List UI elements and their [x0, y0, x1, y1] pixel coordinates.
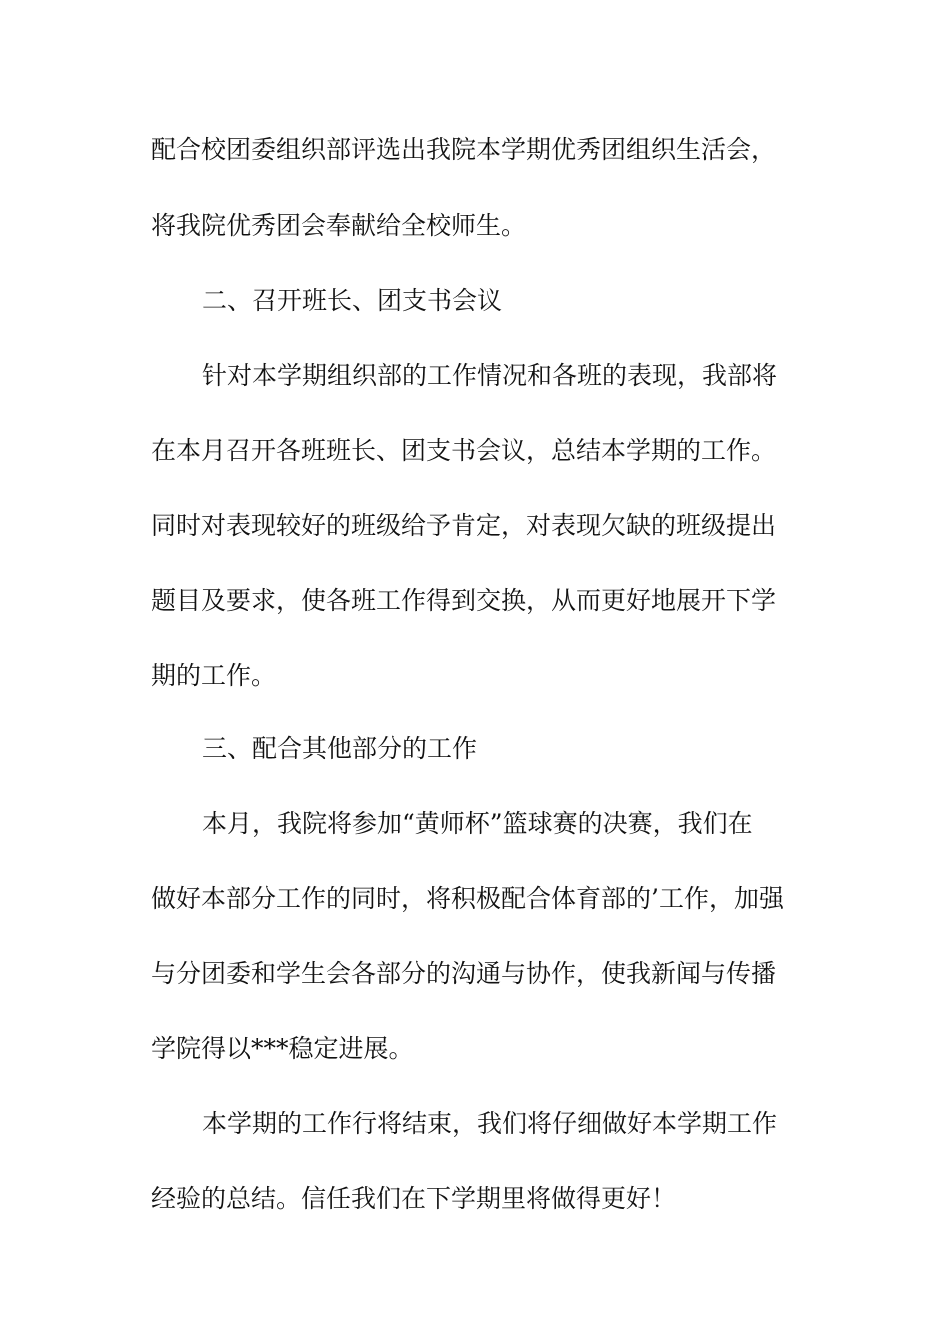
- paragraph-line: 题目及要求，使各班工作得到交换，从而更好地展开下学: [151, 586, 777, 615]
- paragraph-line: 学院得以***稳定进展。: [151, 1034, 414, 1063]
- paragraph-line: 在本月召开各班班长、团支书会议，总结本学期的工作。: [151, 436, 777, 465]
- paragraph-line: 经验的总结。信任我们在下学期里将做得更好！: [151, 1184, 677, 1213]
- paragraph-line: 期的工作。: [151, 661, 277, 690]
- paragraph-line: 针对本学期组织部的工作情况和各班的表现，我部将: [202, 361, 778, 390]
- paragraph-line: 本学期的工作行将结束，我们将仔细做好本学期工作: [202, 1109, 778, 1138]
- section-heading: 二、召开班长、团支书会议: [202, 286, 503, 315]
- paragraph-line: 与分团委和学生会各部分的沟通与协作，使我新闻与传播: [151, 959, 777, 988]
- paragraph-line: 本月，我院将参加“黄师杯”篮球赛的决赛，我们在: [202, 809, 753, 838]
- paragraph-line: 做好本部分工作的同时，将积极配合体育部的’工作，加强: [151, 884, 784, 913]
- paragraph-line: 将我院优秀团会奉献给全校师生。: [151, 211, 527, 240]
- paragraph-line: 配合校团委组织部评选出我院本学期优秀团组织生活会，: [151, 135, 777, 164]
- section-heading: 三、配合其他部分的工作: [202, 734, 478, 763]
- paragraph-line: 同时对表现较好的班级给予肯定，对表现欠缺的班级提出: [151, 511, 777, 540]
